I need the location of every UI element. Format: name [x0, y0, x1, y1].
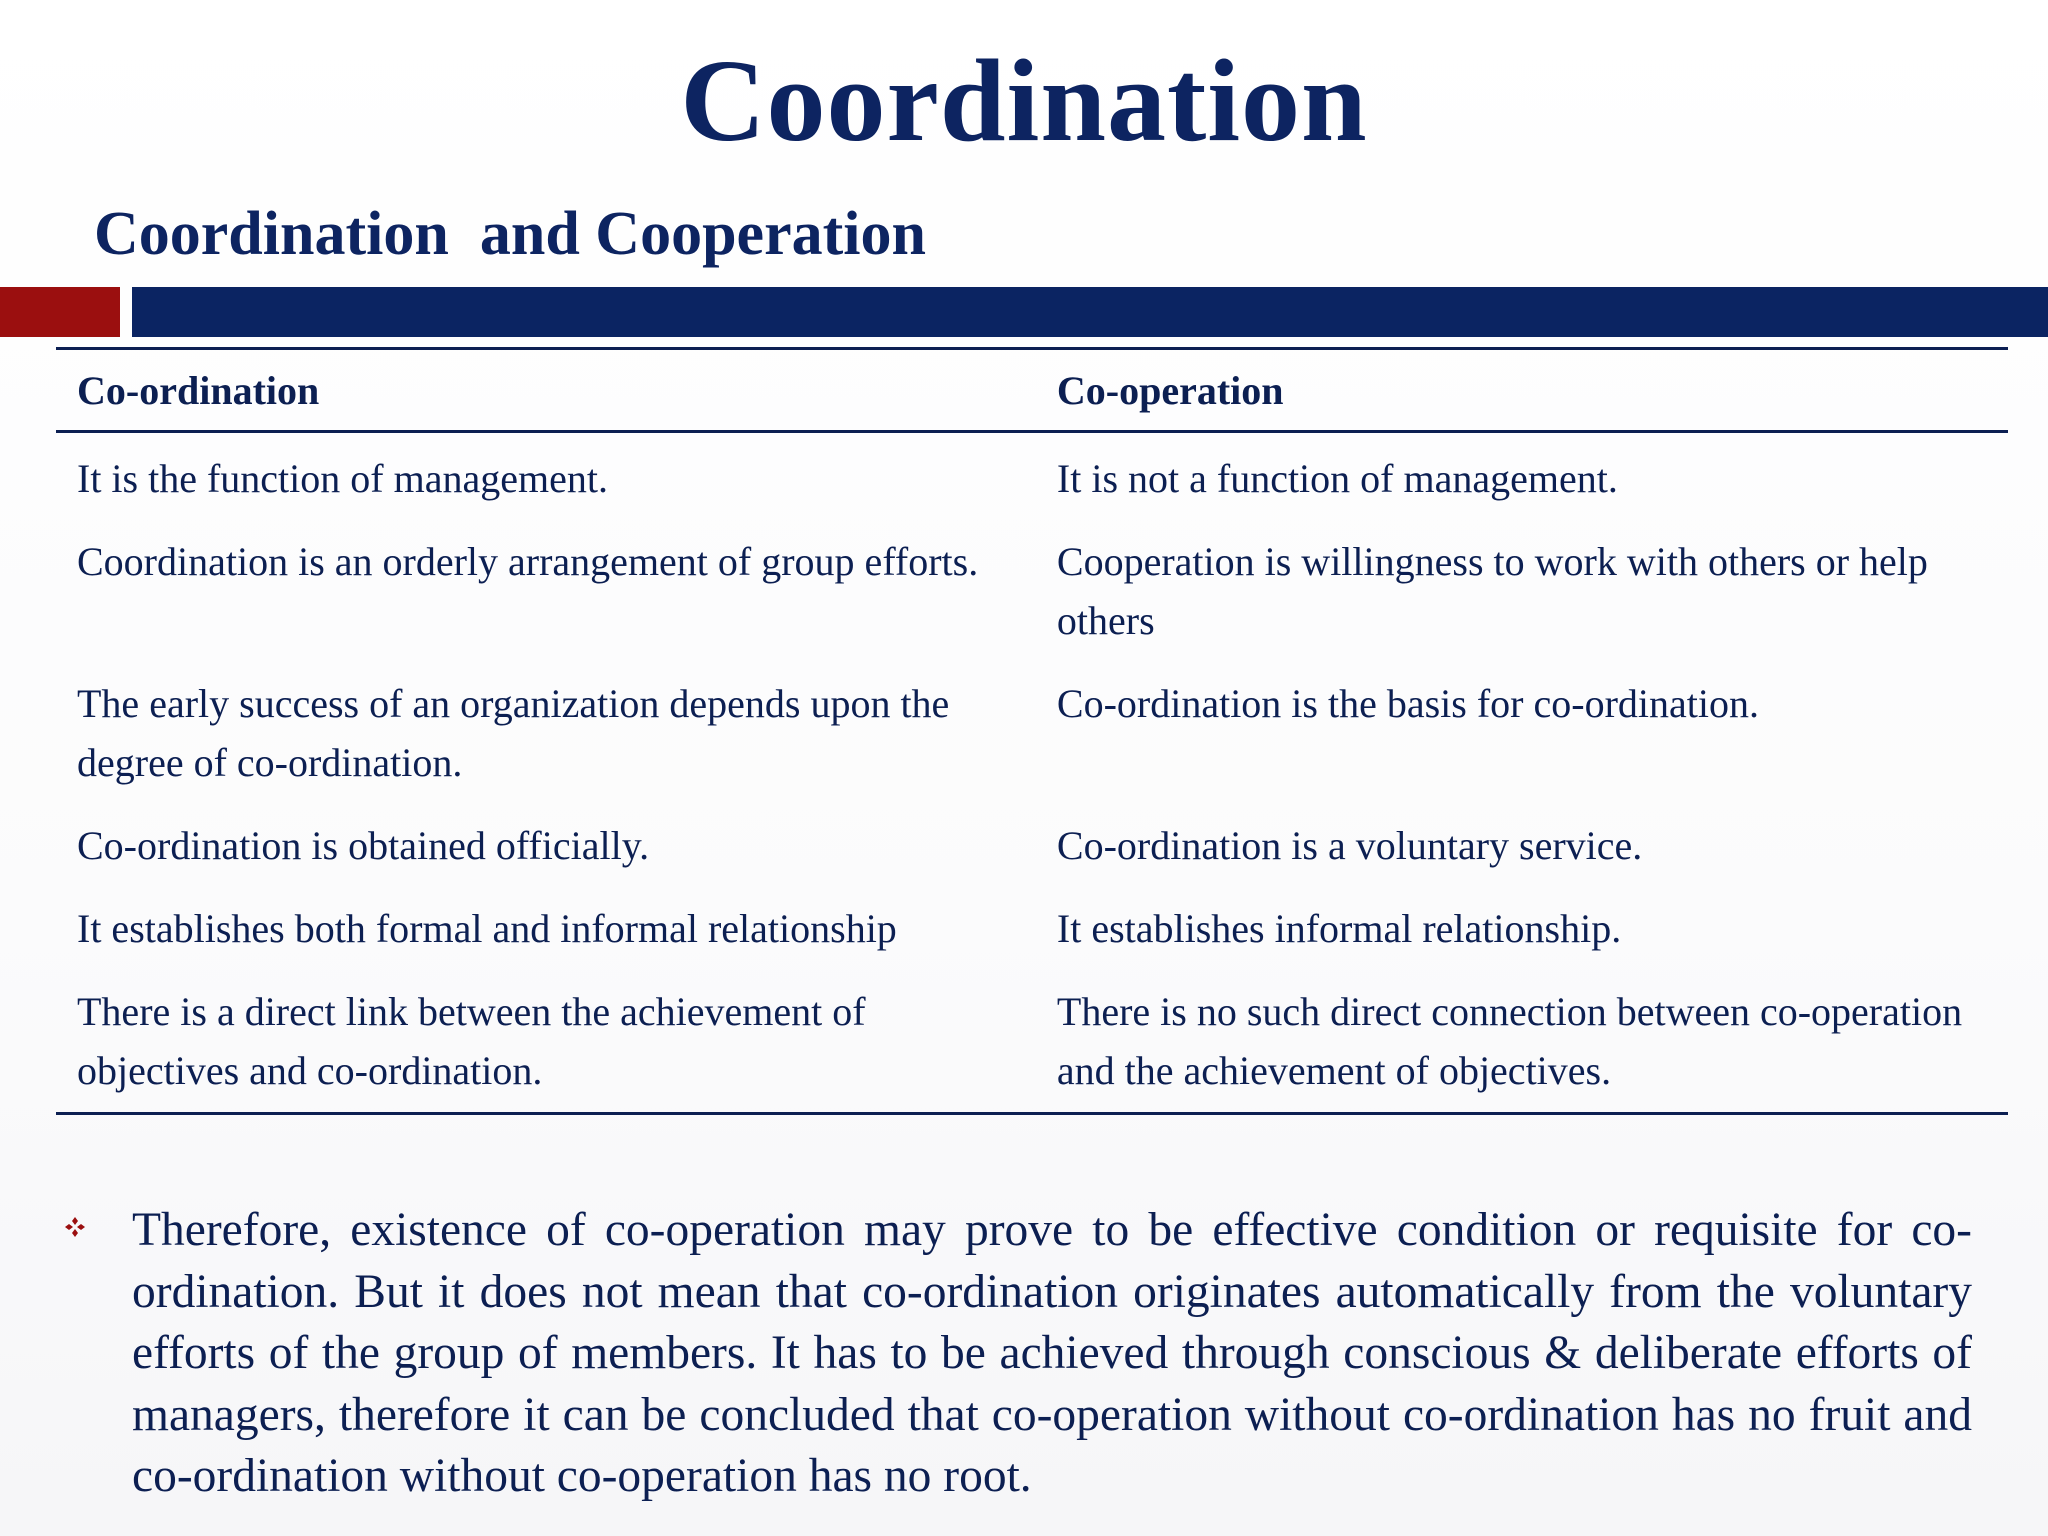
- table-cell-cooperation: Co-ordination is a voluntary service.: [1056, 823, 1643, 868]
- table-row: [56, 887, 2008, 970]
- comparison-table-container: [56, 347, 2008, 1115]
- table-header-row: [56, 349, 2008, 432]
- table-cell-cooperation: It establishes informal relationship.: [1056, 906, 1622, 951]
- conclusion-bullet: [64, 1200, 1972, 1508]
- table-row: [56, 432, 2008, 521]
- header-cooperation: Co-operation: [1056, 368, 1284, 413]
- table-cell-cooperation: Co-ordination is the basis for co-ordination.: [1056, 681, 1759, 726]
- table-cell-coordination: It establishes both formal and informal relationship: [77, 906, 897, 951]
- comparison-table: [56, 347, 2008, 1115]
- red-accent-bar: [0, 287, 120, 337]
- table-cell-cooperation: Cooperation is willingness to work with others or help others: [1056, 539, 1928, 643]
- table-row: [56, 970, 2008, 1114]
- table-cell-coordination: Co-ordination is obtained officially.: [77, 823, 650, 868]
- table-row: [56, 662, 2008, 804]
- table-cell-cooperation: It is not a function of management.: [1056, 456, 1618, 501]
- slide-title: Coordination: [680, 35, 1368, 166]
- slide-subtitle: Coordination and Cooperation: [94, 200, 926, 268]
- conclusion-text: Therefore, existence of co-operation may prove to be effective condition or requisite for co-ordination. But it does not mean that co-ordination originates automatically from the voluntary efforts of the group of members. It has to be achieved through conscious & deliberate efforts of managers, therefore it can be concluded that co-operation without co-ordination has no fruit and co-ordination without co-operation has no root.: [132, 1204, 1972, 1502]
- table-cell-coordination: There is a direct link between the achievement of objectives and co-ordination.: [77, 989, 866, 1093]
- table-cell-coordination: Coordination is an orderly arrangement of group efforts.: [77, 539, 979, 584]
- table-row: [56, 804, 2008, 887]
- navy-divider-bar: [132, 287, 2048, 337]
- diamond-bullet-icon: [64, 1216, 86, 1238]
- table-cell-cooperation: There is no such direct connection between co-operation and the achievement of objectives.: [1056, 989, 1963, 1093]
- table-cell-coordination: It is the function of management.: [77, 456, 608, 501]
- table-row: [56, 520, 2008, 662]
- table-cell-coordination: The early success of an organization depends upon the degree of co-ordination.: [77, 681, 950, 785]
- header-coordination: Co-ordination: [77, 368, 320, 413]
